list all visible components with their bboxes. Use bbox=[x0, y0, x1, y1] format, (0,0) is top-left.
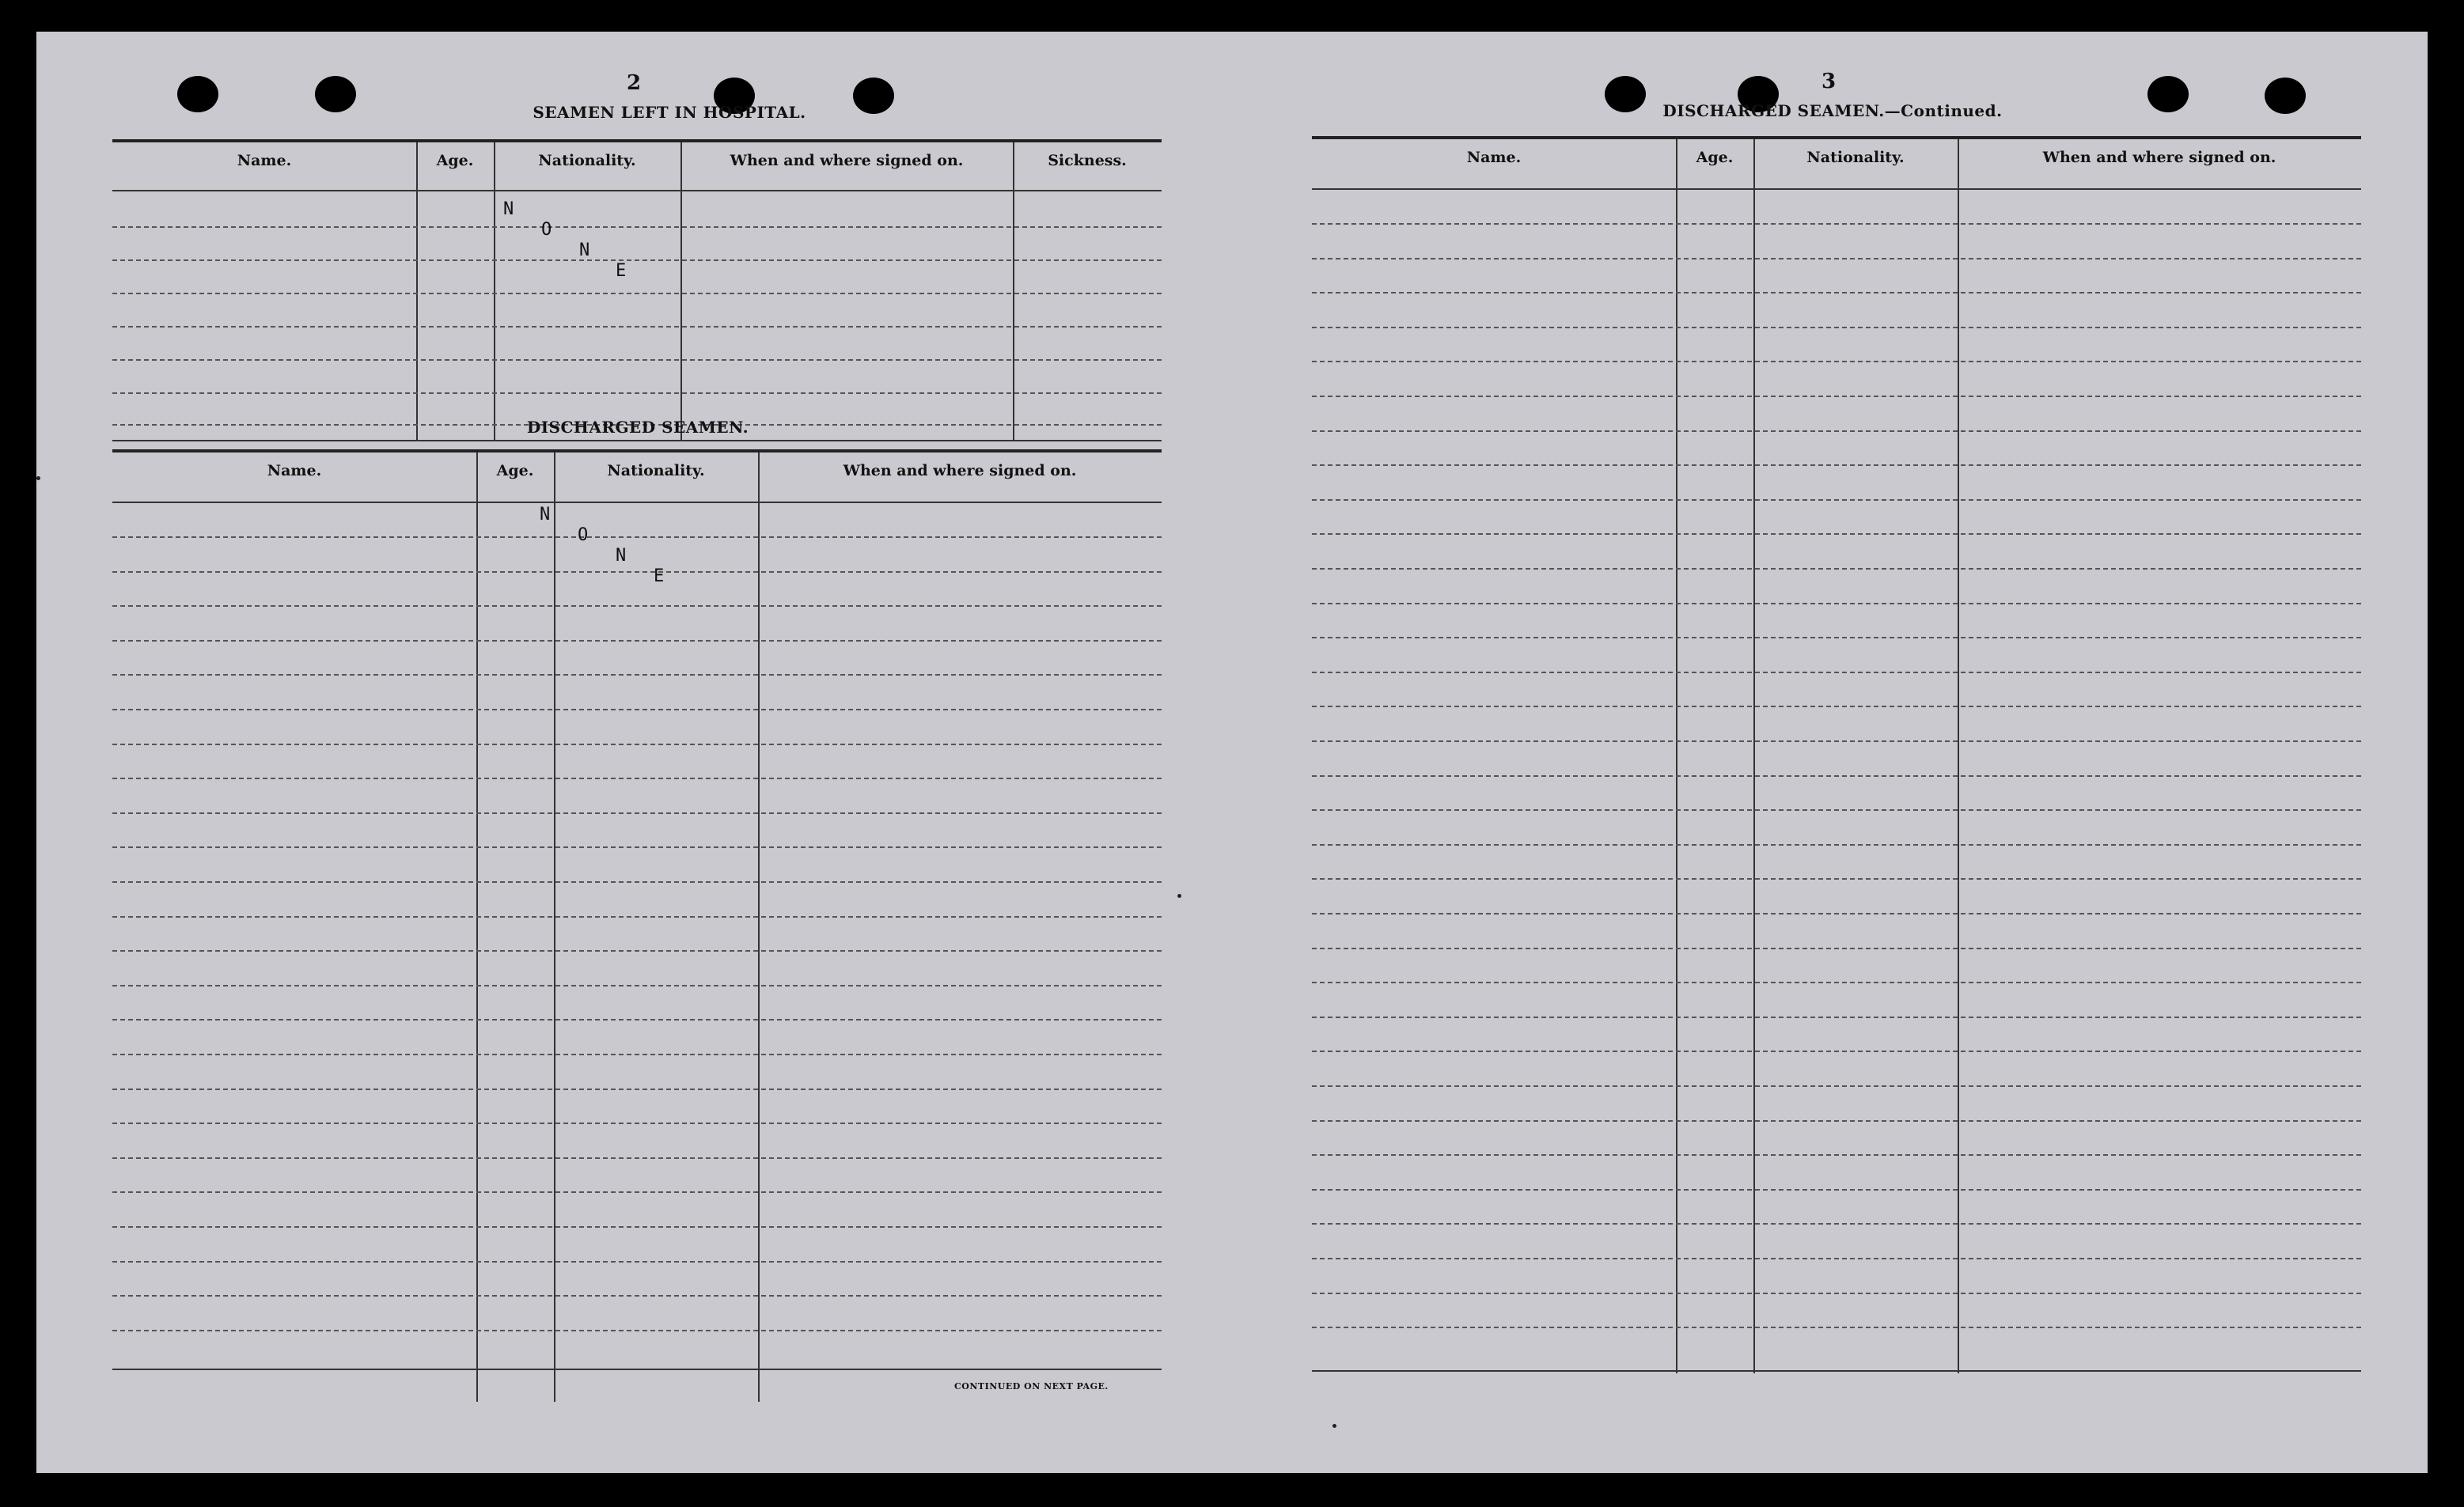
stamp-letter: N bbox=[579, 240, 590, 260]
row-line bbox=[1312, 775, 2361, 777]
discharged-continued-title: DISCHARGED SEAMEN.—Continued. bbox=[1662, 101, 2003, 120]
row-line bbox=[112, 293, 1162, 294]
row-line bbox=[1312, 1120, 2361, 1122]
row-line bbox=[1312, 361, 2361, 362]
col-header-age: Age. bbox=[1696, 149, 1734, 166]
col-header-name: Name. bbox=[267, 462, 322, 479]
stamp-letter: E bbox=[654, 566, 665, 586]
row-line bbox=[1312, 706, 2361, 707]
row-line bbox=[1312, 1327, 2361, 1328]
row-line bbox=[112, 881, 1162, 883]
row-line bbox=[112, 950, 1162, 952]
row-line bbox=[112, 1330, 1162, 1331]
row-line bbox=[1312, 878, 2361, 880]
column-divider bbox=[758, 452, 760, 1402]
column-divider bbox=[554, 452, 555, 1402]
row-line bbox=[1312, 1258, 2361, 1259]
row-line bbox=[1312, 1051, 2361, 1052]
document-sheet bbox=[36, 32, 2428, 1473]
row-line bbox=[112, 1089, 1162, 1090]
row-line bbox=[1312, 1085, 2361, 1087]
continued-note: CONTINUED ON NEXT PAGE. bbox=[954, 1381, 1109, 1392]
row-line bbox=[1312, 913, 2361, 914]
stamp-letter: N bbox=[503, 199, 514, 219]
column-divider bbox=[476, 452, 478, 1402]
column-divider bbox=[494, 142, 495, 440]
row-line bbox=[1312, 258, 2361, 259]
row-line bbox=[1312, 499, 2361, 501]
row-line bbox=[112, 709, 1162, 710]
col-header-name: Name. bbox=[237, 152, 292, 169]
col-header-sickness: Sickness. bbox=[1048, 152, 1127, 169]
stamp-letter: O bbox=[578, 525, 589, 545]
row-line bbox=[112, 674, 1162, 676]
hospital-section-title: SEAMEN LEFT IN HOSPITAL. bbox=[533, 103, 806, 122]
row-line bbox=[1312, 464, 2361, 466]
row-line bbox=[1312, 1293, 2361, 1294]
discharged-continued-table bbox=[1312, 136, 2361, 1373]
punch-hole bbox=[2147, 76, 2189, 112]
col-header-age: Age. bbox=[496, 462, 534, 479]
row-line bbox=[112, 1157, 1162, 1159]
col-header-nationality: Nationality. bbox=[1806, 149, 1905, 166]
col-header-signed-on: When and where signed on. bbox=[843, 462, 1077, 479]
row-line bbox=[1312, 1017, 2361, 1018]
discharged-table bbox=[112, 449, 1162, 1402]
row-line bbox=[1312, 533, 2361, 535]
row-line bbox=[1312, 672, 2361, 673]
row-line bbox=[112, 778, 1162, 779]
col-header-nationality: Nationality. bbox=[538, 152, 636, 169]
row-line bbox=[1312, 1223, 2361, 1225]
row-line bbox=[112, 1226, 1162, 1228]
row-line bbox=[112, 392, 1162, 394]
row-line bbox=[112, 1054, 1162, 1055]
row-line bbox=[112, 605, 1162, 607]
row-line bbox=[112, 1019, 1162, 1020]
row-line bbox=[1312, 292, 2361, 293]
punch-hole bbox=[2265, 78, 2306, 114]
row-line bbox=[1312, 603, 2361, 604]
row-line bbox=[1312, 809, 2361, 811]
paper-speck bbox=[1332, 1424, 1336, 1428]
row-line bbox=[1312, 1154, 2361, 1156]
row-line bbox=[1312, 396, 2361, 397]
col-header-nationality: Nationality. bbox=[607, 462, 705, 479]
stamp-letter: N bbox=[540, 505, 551, 524]
row-line bbox=[1312, 740, 2361, 742]
row-line bbox=[112, 1261, 1162, 1263]
row-line bbox=[112, 226, 1162, 228]
row-line bbox=[112, 1123, 1162, 1124]
column-divider bbox=[1013, 142, 1014, 440]
row-line bbox=[1312, 568, 2361, 570]
col-header-age: Age. bbox=[436, 152, 474, 169]
punch-hole bbox=[315, 76, 356, 112]
col-header-name: Name. bbox=[1466, 149, 1522, 166]
col-header-signed-on: When and where signed on. bbox=[2042, 149, 2276, 166]
row-line bbox=[112, 359, 1162, 361]
row-line bbox=[112, 916, 1162, 918]
stamp-letter: O bbox=[541, 220, 552, 240]
row-line bbox=[112, 640, 1162, 642]
row-line bbox=[1312, 430, 2361, 432]
stamp-letter: N bbox=[616, 546, 627, 566]
table-bottom-rule bbox=[112, 1369, 1162, 1370]
page-number-right: 3 bbox=[1821, 70, 1837, 93]
row-line bbox=[112, 326, 1162, 328]
page-number-left: 2 bbox=[626, 71, 642, 95]
section-divider bbox=[112, 440, 1162, 441]
row-line bbox=[1312, 982, 2361, 983]
row-line bbox=[112, 571, 1162, 573]
row-line bbox=[112, 985, 1162, 986]
row-line bbox=[1312, 948, 2361, 949]
row-line bbox=[112, 846, 1162, 848]
row-line bbox=[1312, 223, 2361, 225]
col-header-signed-on: When and where signed on. bbox=[730, 152, 964, 169]
discharged-section-title: DISCHARGED SEAMEN. bbox=[526, 418, 749, 437]
stamp-letter: E bbox=[616, 261, 627, 281]
table-bottom-rule bbox=[1312, 1370, 2361, 1372]
row-line bbox=[112, 1191, 1162, 1193]
paper-speck bbox=[36, 476, 40, 480]
row-line bbox=[1312, 327, 2361, 328]
row-line bbox=[112, 259, 1162, 261]
row-line bbox=[1312, 844, 2361, 846]
row-line bbox=[1312, 637, 2361, 638]
row-line bbox=[112, 744, 1162, 745]
punch-hole bbox=[1605, 76, 1646, 112]
row-line bbox=[112, 536, 1162, 538]
punch-hole bbox=[177, 76, 218, 112]
row-line bbox=[112, 812, 1162, 814]
paper-speck bbox=[1177, 894, 1181, 898]
column-divider bbox=[680, 142, 682, 440]
row-line bbox=[1312, 1189, 2361, 1191]
hospital-table bbox=[112, 139, 1162, 440]
column-divider bbox=[416, 142, 418, 440]
row-line bbox=[112, 1295, 1162, 1297]
